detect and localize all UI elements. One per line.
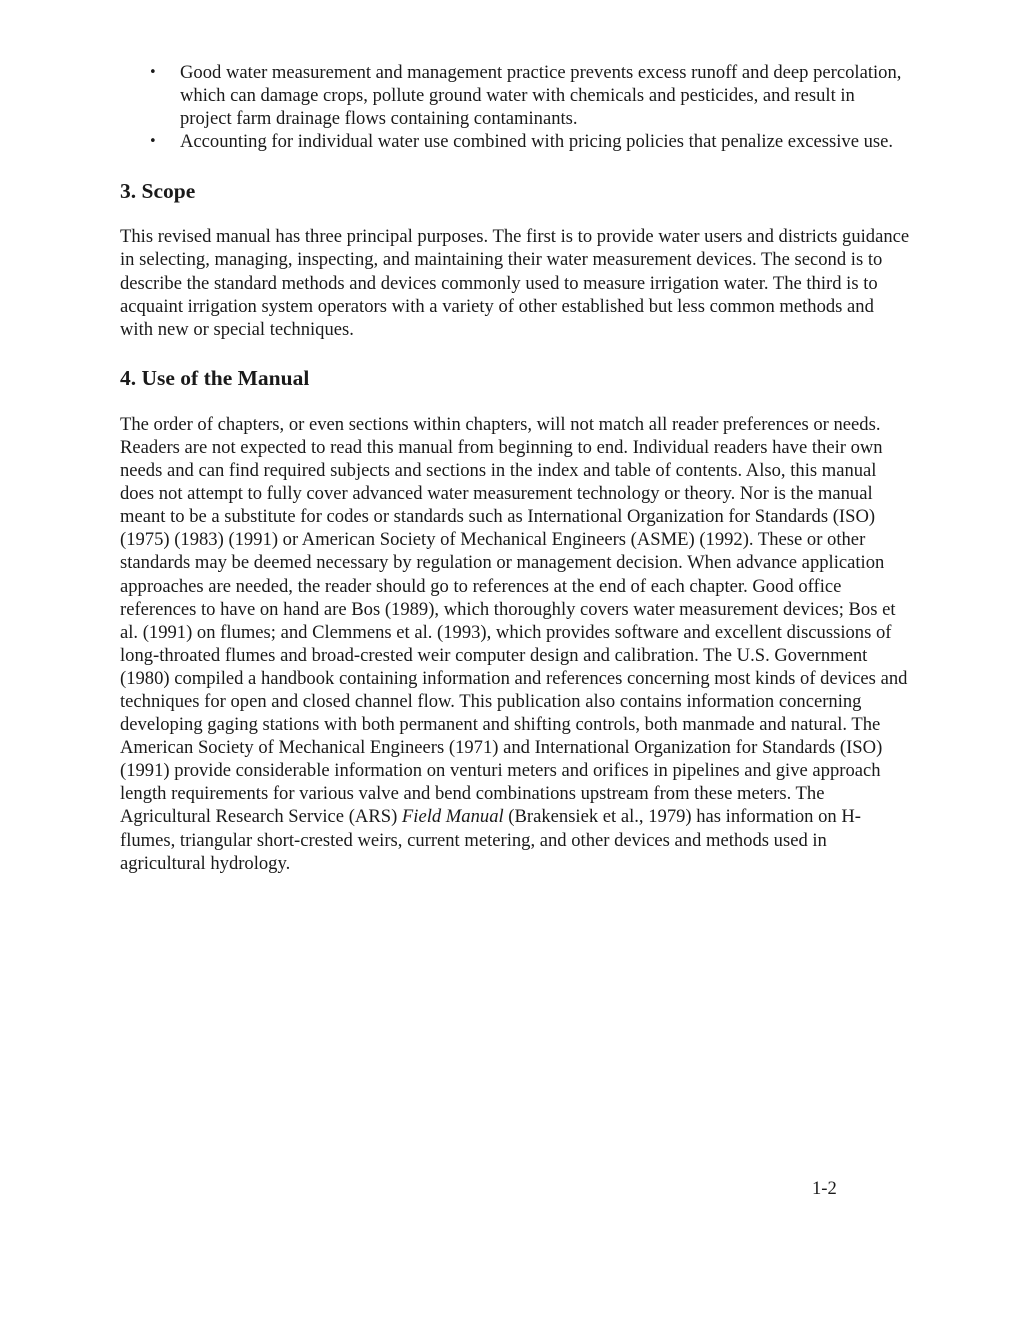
bullet-item-accounting — [120, 130, 910, 153]
bullet-text: Accounting for individual water use combined with pricing policies that penalize excessive use. — [180, 131, 894, 153]
page-number: 1-2 — [812, 1178, 837, 1199]
paragraph-text-part: (Brakensiek et al., 1979) has information on H-flumes, triangular short-crested weirs, current metering, and other devices and methods used in agricultural hydrology. — [120, 806, 861, 874]
bullet-icon: • — [149, 134, 157, 150]
page-content — [120, 61, 910, 875]
section-heading-use-of-manual: 4. Use of the Manual — [120, 365, 310, 390]
bullet-text: Good water measurement and management practice prevents excess runoff and deep percolation, which can damage crops, pollute ground water with chemicals and pesticides, and result in project farm drainage flows containing contaminants. — [180, 62, 902, 130]
bullet-icon: • — [149, 65, 157, 80]
section-paragraph-scope: This revised manual has three principal purposes. The first is to provide water users and districts guidance in selecting, managing, inspecting, and maintaining their water measurement devices. The second is to describe the standard methods and devices commonly used to measure irrigation water. The third is to acquaint irrigation system operators with a variety of other established but less common methods and with new or special techniques. — [120, 226, 910, 340]
italic-title: Field Manual — [401, 806, 504, 828]
bullet-list — [120, 61, 910, 153]
section-heading-scope: 3. Scope — [120, 179, 196, 204]
paragraph-text-part: The order of chapters, or even sections within chapters, will not match all reader preferences or needs. Readers are not expected to read this manual from beginning to end. Individual readers have their own needs and can find required subjects and sections in the index and table of contents. Also, this manual does not attempt to fully cover advanced water measurement technology or theory. Nor is the manual meant to be a substitute for codes or standards such as International Organization for Standards (ISO) (1975) (1983) (1991) or American Society of Mechanical Engineers (ASME) (1992). These or other standards may be deemed necessary by regulation or management decision. When advance application approaches are needed, the reader should go to references at the end of each chapter. Good office references to have on hand are Bos (1989), which thoroughly covers water measurement devices; Bos et al. (1991) on flumes; and Clemmens et al. (1993), which provides software and excellent discussions of long-throated flumes and broad-crested weir computer design and calibration. The U.S. Government (1980) compiled a handbook containing information and references concerning most kinds of devices and techniques for open and closed channel flow. This publication also contains information concerning developing gaging stations with both permanent and shifting controls, both manmade and natural. The American Society of Mechanical Engineers (1971) and International Organization for Standards (ISO) (1991) provide considerable information on venturi meters and orifices in pipelines and give approach length requirements for various valve and bend combinations upstream from these meters. The Agricultural Research Service (ARS) — [120, 413, 908, 828]
bullet-item-runoff — [120, 61, 910, 130]
section-paragraph-use-of-manual — [120, 413, 910, 875]
